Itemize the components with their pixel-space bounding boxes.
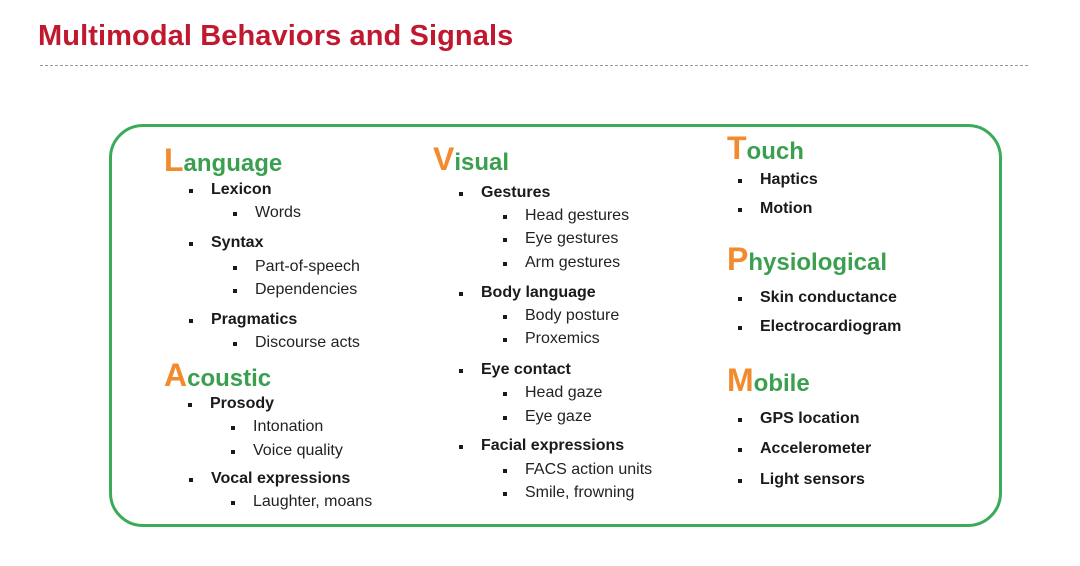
item-label: Vocal expressions: [211, 470, 351, 487]
subitem-label: Voice quality: [253, 442, 343, 459]
language-heading: [164, 144, 282, 176]
bullet: [738, 297, 742, 301]
list-subitem: [503, 330, 600, 348]
subitem-label: Eye gaze: [525, 408, 592, 425]
bullet: [738, 208, 742, 212]
list-item: [738, 171, 818, 189]
list-item: [459, 184, 550, 202]
subitem-label: Arm gestures: [525, 254, 621, 271]
subitem-label: Proxemics: [525, 330, 600, 347]
bullet: [189, 319, 193, 323]
item-label: Prosody: [210, 395, 275, 412]
list-item: [459, 361, 571, 379]
list-subitem: [503, 484, 634, 502]
touch-section: [727, 132, 804, 164]
item-label: Haptics: [760, 171, 818, 188]
bullet: [738, 448, 742, 452]
list-subitem: [231, 442, 343, 460]
item-label: Light sensors: [760, 471, 865, 488]
list-subitem: [233, 281, 357, 299]
subitem-label: Head gestures: [525, 207, 630, 224]
subitem-label: Eye gestures: [525, 230, 619, 247]
list-item: [738, 289, 897, 307]
visual-section: [433, 143, 509, 175]
list-subitem: [233, 204, 301, 222]
visual-heading: [433, 143, 509, 175]
language-initial: L: [164, 142, 184, 178]
touch-initial: T: [727, 130, 747, 166]
subitem-label: Intonation: [253, 418, 324, 435]
list-item: [738, 440, 871, 458]
list-subitem: [503, 408, 592, 426]
bullet: [459, 445, 463, 449]
bullet: [503, 416, 507, 420]
bullet: [231, 426, 235, 430]
bullet: [503, 262, 507, 266]
item-label: GPS location: [760, 410, 860, 427]
mobile-heading: [727, 364, 810, 396]
bullet: [233, 212, 237, 216]
acoustic-section: [164, 359, 271, 391]
bullet: [503, 392, 507, 396]
list-item: [459, 284, 596, 302]
acoustic-heading: [164, 359, 271, 391]
list-item: [738, 471, 865, 489]
list-item: [738, 410, 860, 428]
bullet: [189, 242, 193, 246]
touch-heading: [727, 132, 804, 164]
language-section: [164, 144, 282, 176]
bullet: [503, 338, 507, 342]
visual-heading-rest: isual: [454, 149, 510, 176]
bullet: [188, 403, 192, 407]
bullet: [459, 369, 463, 373]
list-subitem: [503, 230, 618, 248]
list-item: [188, 395, 274, 413]
physiological-section: [727, 243, 887, 275]
title-divider: [40, 65, 1028, 66]
bullet: [189, 189, 193, 193]
item-label: Lexicon: [211, 181, 272, 198]
list-subitem: [503, 254, 620, 272]
bullet: [503, 238, 507, 242]
item-label: Skin conductance: [760, 289, 897, 306]
subitem-label: Part-of-speech: [255, 258, 360, 275]
item-label: Accelerometer: [760, 440, 872, 457]
acoustic-heading-rest: coustic: [187, 365, 272, 392]
item-label: Eye contact: [481, 361, 571, 378]
item-label: Syntax: [211, 234, 264, 251]
language-heading-rest: anguage: [183, 150, 283, 177]
subitem-label: Smile, frowning: [525, 484, 635, 501]
list-item: [189, 234, 263, 252]
list-subitem: [233, 334, 360, 352]
visual-initial: V: [433, 141, 455, 177]
subitem-label: FACS action units: [525, 461, 653, 478]
bullet: [503, 315, 507, 319]
list-subitem: [503, 384, 602, 402]
bullet: [233, 289, 237, 293]
acoustic-initial: A: [164, 357, 188, 393]
item-label: Electrocardiogram: [760, 318, 902, 335]
list-item: [459, 437, 624, 455]
subitem-label: Dependencies: [255, 281, 358, 298]
item-label: Body language: [481, 284, 596, 301]
list-subitem: [231, 493, 372, 511]
subitem-label: Head gaze: [525, 384, 603, 401]
item-label: Pragmatics: [211, 311, 298, 328]
bullet: [189, 478, 193, 482]
mobile-initial: M: [727, 362, 754, 398]
bullet: [738, 418, 742, 422]
item-label: Facial expressions: [481, 437, 625, 454]
bullet: [233, 266, 237, 270]
list-subitem: [503, 461, 652, 479]
list-subitem: [503, 307, 619, 325]
slide-title: Multimodal Behaviors and Signals: [38, 20, 514, 52]
subitem-label: Body posture: [525, 307, 620, 324]
list-item: [189, 311, 297, 329]
list-subitem: [233, 258, 360, 276]
touch-heading-rest: ouch: [746, 138, 804, 165]
bullet: [503, 492, 507, 496]
subitem-label: Discourse acts: [255, 334, 360, 351]
bullet: [233, 342, 237, 346]
bullet: [503, 215, 507, 219]
physiological-heading: [727, 243, 887, 275]
physiological-initial: P: [727, 241, 749, 277]
bullet: [738, 179, 742, 183]
subitem-label: Words: [255, 204, 301, 221]
list-item: [189, 181, 271, 199]
subitem-label: Laughter, moans: [253, 493, 373, 510]
bullet: [459, 292, 463, 296]
bullet: [231, 450, 235, 454]
list-item: [738, 318, 901, 336]
item-label: Motion: [760, 200, 813, 217]
bullet: [738, 479, 742, 483]
list-subitem: [503, 207, 629, 225]
mobile-section: [727, 364, 810, 396]
bullet: [503, 469, 507, 473]
item-label: Gestures: [481, 184, 551, 201]
physiological-heading-rest: hysiological: [748, 249, 888, 276]
bullet: [231, 501, 235, 505]
bullet: [738, 326, 742, 330]
bullet: [459, 192, 463, 196]
list-item: [738, 200, 812, 218]
list-subitem: [231, 418, 323, 436]
mobile-heading-rest: obile: [753, 370, 810, 397]
list-item: [189, 470, 350, 488]
